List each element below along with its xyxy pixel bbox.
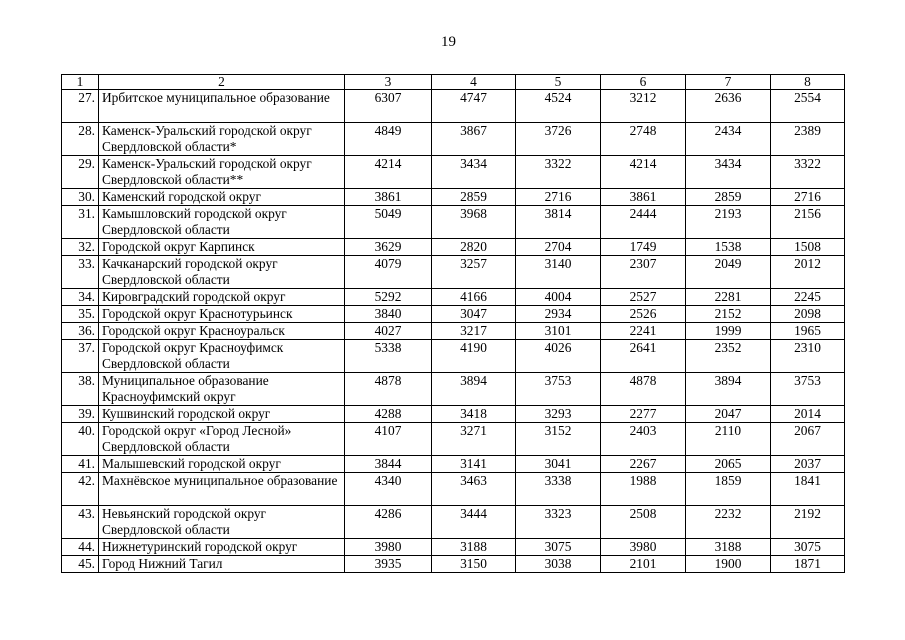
value-cell: 3894 (686, 373, 771, 406)
value-cell: 2526 (601, 306, 686, 323)
value-cell: 3444 (432, 506, 516, 539)
value-cell: 3322 (771, 156, 845, 189)
row-number: 37. (62, 340, 99, 373)
value-cell: 5049 (345, 206, 432, 239)
table-row (62, 189, 845, 206)
column-header: 8 (771, 75, 845, 90)
value-cell: 1841 (771, 473, 845, 506)
value-cell: 4214 (601, 156, 686, 189)
data-table (61, 74, 845, 573)
table-row (62, 289, 845, 306)
column-header: 3 (345, 75, 432, 90)
value-cell: 2098 (771, 306, 845, 323)
table-row (62, 506, 845, 539)
value-cell: 3257 (432, 256, 516, 289)
value-cell: 2716 (771, 189, 845, 206)
value-cell: 3980 (601, 539, 686, 556)
row-number: 45. (62, 556, 99, 573)
municipality-name: Кушвинский городской округ (99, 406, 345, 423)
row-number: 39. (62, 406, 99, 423)
row-number: 28. (62, 123, 99, 156)
value-cell: 3753 (771, 373, 845, 406)
value-cell: 3152 (516, 423, 601, 456)
value-cell: 3322 (516, 156, 601, 189)
value-cell: 3814 (516, 206, 601, 239)
row-number: 40. (62, 423, 99, 456)
value-cell: 3861 (601, 189, 686, 206)
municipality-name: Каменский городской округ (99, 189, 345, 206)
value-cell: 2554 (771, 90, 845, 123)
value-cell: 4107 (345, 423, 432, 456)
value-cell: 3338 (516, 473, 601, 506)
value-cell: 3844 (345, 456, 432, 473)
value-cell: 2267 (601, 456, 686, 473)
municipality-name: Махнёвское муниципальное образование (99, 473, 345, 506)
value-cell: 2748 (601, 123, 686, 156)
column-header: 5 (516, 75, 601, 90)
value-cell: 1538 (686, 239, 771, 256)
table-row (62, 123, 845, 156)
column-header: 6 (601, 75, 686, 90)
municipality-name: Камышловский городской округ Свердловской области (99, 206, 345, 239)
value-cell: 3041 (516, 456, 601, 473)
table-row (62, 373, 845, 406)
value-cell: 4524 (516, 90, 601, 123)
value-cell: 1508 (771, 239, 845, 256)
value-cell: 2049 (686, 256, 771, 289)
value-cell: 1965 (771, 323, 845, 340)
value-cell: 1871 (771, 556, 845, 573)
value-cell: 3980 (345, 539, 432, 556)
column-header: 4 (432, 75, 516, 90)
value-cell: 4190 (432, 340, 516, 373)
value-cell: 3075 (516, 539, 601, 556)
value-cell: 3140 (516, 256, 601, 289)
row-number: 41. (62, 456, 99, 473)
value-cell: 3101 (516, 323, 601, 340)
municipality-name: Каменск-Уральский городской округ Свердловской области** (99, 156, 345, 189)
value-cell: 3861 (345, 189, 432, 206)
municipality-name: Каменск-Уральский городской округ Свердловской области* (99, 123, 345, 156)
value-cell: 3141 (432, 456, 516, 473)
value-cell: 2307 (601, 256, 686, 289)
value-cell: 3840 (345, 306, 432, 323)
value-cell: 3047 (432, 306, 516, 323)
value-cell: 4079 (345, 256, 432, 289)
value-cell: 1999 (686, 323, 771, 340)
value-cell: 2859 (686, 189, 771, 206)
table-row (62, 156, 845, 189)
row-number: 33. (62, 256, 99, 289)
value-cell: 2403 (601, 423, 686, 456)
value-cell: 5292 (345, 289, 432, 306)
header-row (62, 75, 845, 90)
table-row (62, 539, 845, 556)
value-cell: 2934 (516, 306, 601, 323)
value-cell: 3188 (686, 539, 771, 556)
value-cell: 3293 (516, 406, 601, 423)
value-cell: 4027 (345, 323, 432, 340)
column-header: 2 (99, 75, 345, 90)
value-cell: 3753 (516, 373, 601, 406)
value-cell: 1859 (686, 473, 771, 506)
table-row (62, 306, 845, 323)
value-cell: 2444 (601, 206, 686, 239)
value-cell: 3271 (432, 423, 516, 456)
value-cell: 2704 (516, 239, 601, 256)
value-cell: 3968 (432, 206, 516, 239)
column-header: 7 (686, 75, 771, 90)
table-row (62, 90, 845, 123)
value-cell: 3188 (432, 539, 516, 556)
value-cell: 1749 (601, 239, 686, 256)
value-cell: 2156 (771, 206, 845, 239)
value-cell: 2241 (601, 323, 686, 340)
value-cell: 6307 (345, 90, 432, 123)
table-row (62, 473, 845, 506)
column-header: 1 (62, 75, 99, 90)
row-number: 35. (62, 306, 99, 323)
value-cell: 4878 (345, 373, 432, 406)
table-row (62, 206, 845, 239)
value-cell: 3418 (432, 406, 516, 423)
value-cell: 2277 (601, 406, 686, 423)
value-cell: 2434 (686, 123, 771, 156)
value-cell: 2527 (601, 289, 686, 306)
value-cell: 1900 (686, 556, 771, 573)
row-number: 43. (62, 506, 99, 539)
value-cell: 2310 (771, 340, 845, 373)
value-cell: 1988 (601, 473, 686, 506)
value-cell: 2014 (771, 406, 845, 423)
value-cell: 3323 (516, 506, 601, 539)
value-cell: 3434 (432, 156, 516, 189)
row-number: 29. (62, 156, 99, 189)
value-cell: 2232 (686, 506, 771, 539)
value-cell: 2065 (686, 456, 771, 473)
value-cell: 4214 (345, 156, 432, 189)
municipality-name: Нижнетуринский городской округ (99, 539, 345, 556)
value-cell: 4849 (345, 123, 432, 156)
value-cell: 2245 (771, 289, 845, 306)
table-row (62, 423, 845, 456)
value-cell: 2636 (686, 90, 771, 123)
value-cell: 4026 (516, 340, 601, 373)
value-cell: 4166 (432, 289, 516, 306)
value-cell: 2281 (686, 289, 771, 306)
municipality-name: Качканарский городской округ Свердловской области (99, 256, 345, 289)
value-cell: 3894 (432, 373, 516, 406)
value-cell: 4747 (432, 90, 516, 123)
row-number: 27. (62, 90, 99, 123)
value-cell: 3150 (432, 556, 516, 573)
value-cell: 2110 (686, 423, 771, 456)
row-number: 38. (62, 373, 99, 406)
table-row (62, 456, 845, 473)
municipality-name: Малышевский городской округ (99, 456, 345, 473)
table-row (62, 340, 845, 373)
value-cell: 2352 (686, 340, 771, 373)
page-number: 19 (441, 34, 456, 50)
row-number: 36. (62, 323, 99, 340)
value-cell: 3463 (432, 473, 516, 506)
row-number: 32. (62, 239, 99, 256)
table-row (62, 323, 845, 340)
value-cell: 2047 (686, 406, 771, 423)
table-row (62, 556, 845, 573)
table-row (62, 239, 845, 256)
municipality-name: Ирбитское муниципальное образование (99, 90, 345, 123)
value-cell: 2389 (771, 123, 845, 156)
value-cell: 2859 (432, 189, 516, 206)
value-cell: 2820 (432, 239, 516, 256)
row-number: 44. (62, 539, 99, 556)
value-cell: 3038 (516, 556, 601, 573)
municipality-name: Городской округ Красноуфимск Свердловской области (99, 340, 345, 373)
value-cell: 3217 (432, 323, 516, 340)
value-cell: 4004 (516, 289, 601, 306)
value-cell: 3075 (771, 539, 845, 556)
municipality-name: Муниципальное образование Красноуфимский округ (99, 373, 345, 406)
value-cell: 2101 (601, 556, 686, 573)
value-cell: 3935 (345, 556, 432, 573)
value-cell: 3629 (345, 239, 432, 256)
value-cell: 3434 (686, 156, 771, 189)
value-cell: 4288 (345, 406, 432, 423)
municipality-name: Невьянский городской округ Свердловской области (99, 506, 345, 539)
value-cell: 4878 (601, 373, 686, 406)
value-cell: 2641 (601, 340, 686, 373)
value-cell: 2012 (771, 256, 845, 289)
value-cell: 2716 (516, 189, 601, 206)
value-cell: 4340 (345, 473, 432, 506)
value-cell: 2067 (771, 423, 845, 456)
value-cell: 3212 (601, 90, 686, 123)
municipality-name: Город Нижний Тагил (99, 556, 345, 573)
value-cell: 2152 (686, 306, 771, 323)
value-cell: 2037 (771, 456, 845, 473)
value-cell: 3867 (432, 123, 516, 156)
value-cell: 3726 (516, 123, 601, 156)
municipality-name: Городской округ Красноуральск (99, 323, 345, 340)
table-row (62, 256, 845, 289)
value-cell: 2192 (771, 506, 845, 539)
row-number: 30. (62, 189, 99, 206)
row-number: 42. (62, 473, 99, 506)
value-cell: 5338 (345, 340, 432, 373)
value-cell: 4286 (345, 506, 432, 539)
value-cell: 2508 (601, 506, 686, 539)
municipality-name: Городской округ «Город Лесной» Свердловской области (99, 423, 345, 456)
municipality-name: Кировградский городской округ (99, 289, 345, 306)
municipality-name: Городской округ Карпинск (99, 239, 345, 256)
value-cell: 2193 (686, 206, 771, 239)
municipality-name: Городской округ Краснотурьинск (99, 306, 345, 323)
table-row (62, 406, 845, 423)
row-number: 34. (62, 289, 99, 306)
row-number: 31. (62, 206, 99, 239)
